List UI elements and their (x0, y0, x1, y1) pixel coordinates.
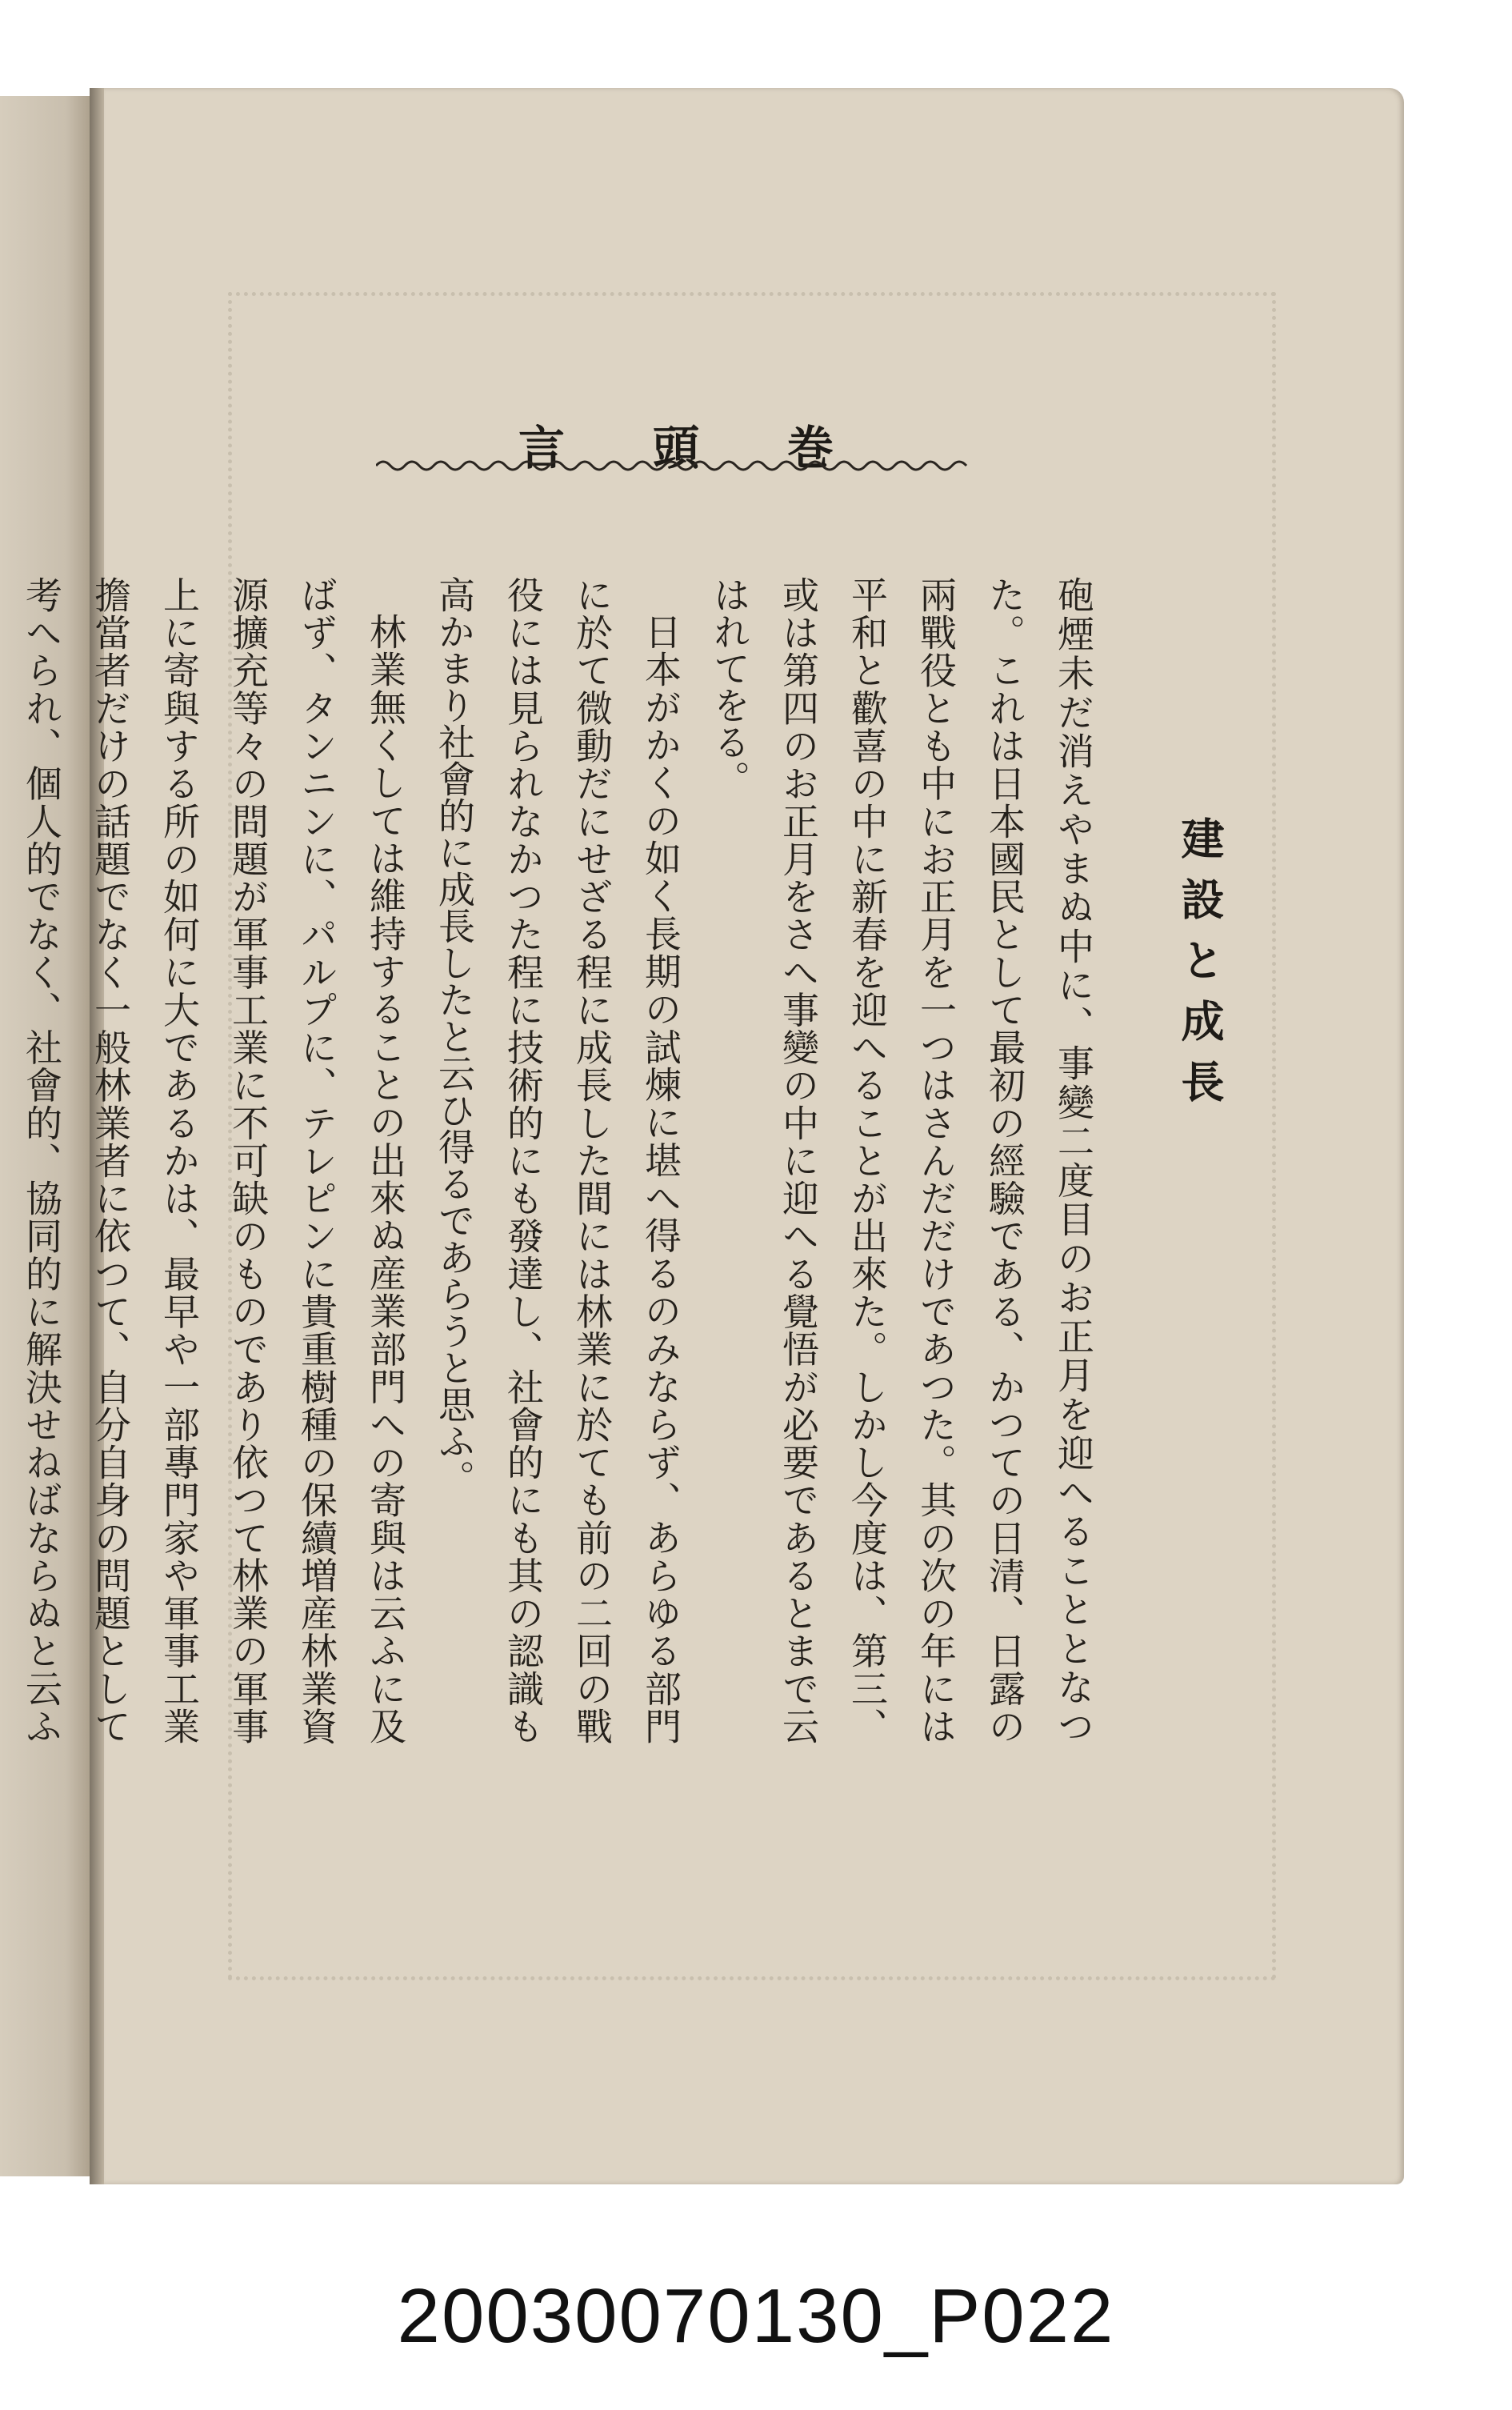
paragraph: 林業無くしては維持することの出來ぬ産業部門への寄與は云ふに及ばず、タンニンに、パルプに、テレピンに貴重樹種の保續増産林業資源擴充等々の問題が軍事工業に不可缺のものであり依つて林業の軍事上に寄與する所の如何に大であるかは、最早や一部專門家や軍事工業擔當者だけの話題でなく一般林業者に依つて、自分自身の問題として考へられ、個人的でなく、社會的、協同的に解決せねばならぬと云ふ (20, 576, 407, 1745)
paragraph: 日本がかくの如く長期の試煉に堪へ得るのみならず、あらゆる部門に於て微動だにせざる程に成長した間には林業に於ても前の二回の戰役には見られなかつた程に技術的にも發達し、社會的にも其の認識も高かまり社會的に成長したと云ひ得るであらうと思ふ。 (433, 576, 682, 1744)
image-id-caption: 20030070130_P022 (397, 2273, 1115, 2359)
article-body (20, 576, 1108, 1745)
heading-text: 巻頭言 (518, 421, 922, 475)
article-title: 建設と成長 (1174, 816, 1225, 1120)
paragraph: 砲煙未だ消えやまぬ中に、事變二度目のお正月を迎へることとなつた。これは日本國民として最初の經驗である、かつての日清、日露の兩戰役とも中にお正月を一つはさんだだけであつた。其の次の年には平和と歡喜の中に新春を迎へることが出來た。しかし今度は、第三、或は第四のお正月をさへ事變の中に迎へる覺悟が必要であるとまで云はれてをる。 (708, 576, 1095, 1744)
heading-underline-wave (376, 456, 976, 475)
